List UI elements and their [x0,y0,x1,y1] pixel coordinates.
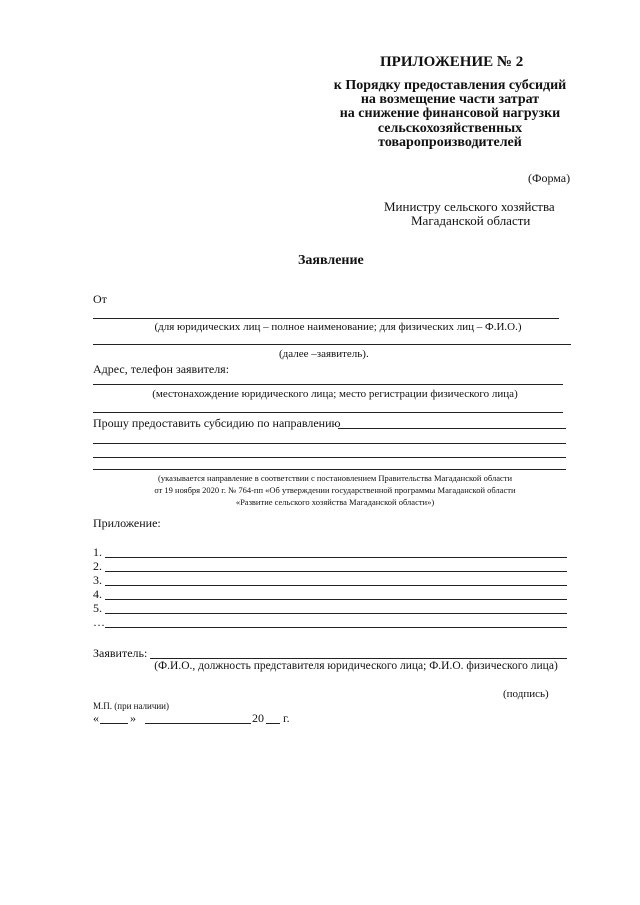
applicant-hint-text: (Ф.И.О., должность представителя юридического лица; Ф.И.О. физического лица) [154,660,558,672]
attachment-item-4-number: 4. [93,587,102,601]
attachment-item-6-number: … [93,615,105,629]
applicant-label: Заявитель: [93,646,148,660]
appendix-line-1: к Порядку предоставления субсидий [333,78,567,93]
attachment-item-5-number: 5. [93,601,102,615]
attachment-item-2-number: 2. [93,559,102,573]
document-title: Заявление [298,253,364,268]
request-label: Прошу предоставить субсидию по направлению [93,416,341,430]
signature-label: (подпись) [503,688,549,700]
address-line-1[interactable] [93,384,563,385]
addressee-line-1: Министру сельского хозяйства [384,199,555,214]
address-line-2[interactable] [93,412,563,413]
appendix-line-2: на возмещение части затрат [360,92,540,107]
date-open-quote: « [93,711,99,725]
form-label: (Форма) [528,171,571,185]
address-label: Адрес, телефон заявителя: [93,362,230,376]
appendix-line-5: товаропроизводителей [378,135,522,150]
request-line-3[interactable] [93,457,566,458]
attachment-item-6-line[interactable] [105,627,567,628]
date-year-suffix: г. [283,711,290,725]
attachment-item-4-line[interactable] [105,599,567,600]
request-line-2[interactable] [93,443,566,444]
attachment-item-2-line[interactable] [105,571,567,572]
from-label: От [93,292,107,306]
date-close-quote: » [130,711,136,725]
date-year-line[interactable] [266,723,280,724]
date-year-prefix: 20 [252,711,264,725]
address-hint: (местонахождение юридического лица; место регистрации физического лица) [152,388,518,400]
attachments-label: Приложение: [93,516,161,530]
direction-hint-3: «Развитие сельского хозяйства Магаданской области») [235,497,435,507]
applicant-hint: (далее –заявитель). [279,348,369,360]
appendix-line-4: сельскохозяйственных [377,121,523,136]
direction-hint-2: от 19 ноября 2020 г. № 764-пп «Об утверждении государственной программы Магаданской области [154,485,516,495]
date-day-line[interactable] [100,723,128,724]
from-line-2[interactable] [93,344,571,345]
attachment-item-3-number: 3. [93,573,102,587]
attachment-item-1-line[interactable] [105,557,567,558]
request-line-4[interactable] [93,469,566,470]
date-month-line[interactable] [145,723,251,724]
applicant-line[interactable] [150,658,567,659]
from-line-1[interactable] [93,318,559,319]
attachment-item-5-line[interactable] [105,613,567,614]
appendix-title: ПРИЛОЖЕНИЕ № 2 [380,54,524,70]
attachment-item-3-line[interactable] [105,585,567,586]
addressee-line-2: Магаданской области [411,213,531,228]
from-hint: (для юридических лиц – полное наименование; для физических лиц – Ф.И.О.) [154,321,522,333]
stamp-label: М.П. (при наличии) [93,701,169,711]
request-line-1[interactable] [338,428,566,429]
appendix-line-3: на снижение финансовой нагрузки [339,106,561,121]
attachment-item-1-number: 1. [93,545,102,559]
direction-hint-1: (указывается направление в соответствии с постановлением Правительства Магаданской области [158,473,512,483]
